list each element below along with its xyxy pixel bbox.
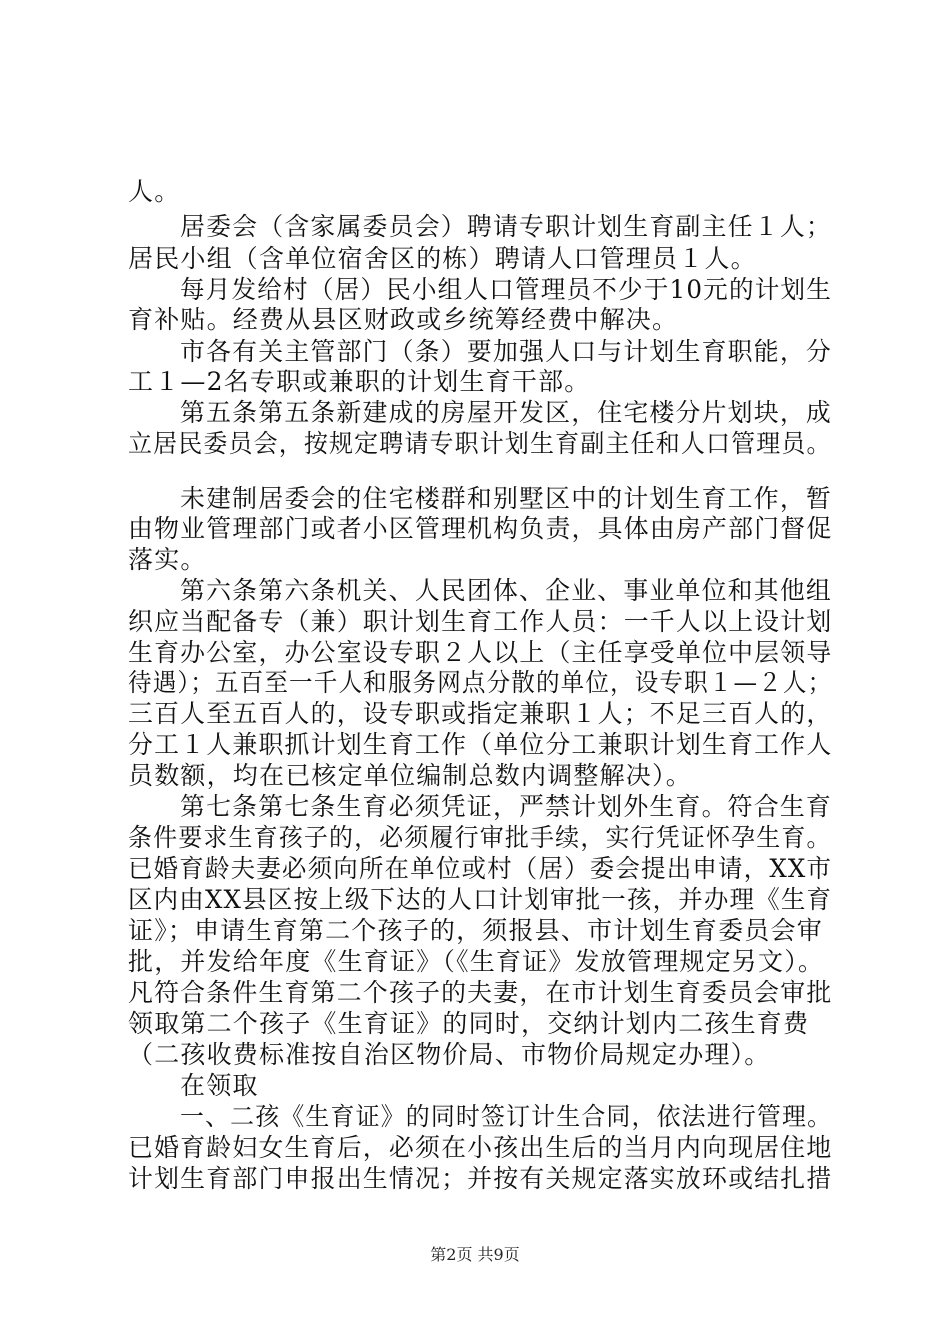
text-line: 凡符合条件生育第二个孩子的夫妻，在市计划生育委员会审批 — [128, 978, 833, 1007]
text-line: 第六条第六条机关、人民团体、企业、事业单位和其他组 — [180, 576, 833, 605]
text-line: 已婚育龄妇女生育后，必须在小孩出生后的当月内向现居住地 — [128, 1133, 833, 1162]
text-line: 证》；申请生育第二个孩子的，须报县、市计划生育委员会审 — [128, 916, 823, 945]
text-line: 已婚育龄夫妻必须向所在单位或村（居）委会提出申请，XX市 — [128, 854, 833, 883]
text-line: 区内由XX县区按上级下达的人口计划审批一孩，并办理《生育 — [128, 885, 833, 914]
text-line: 居民小组（含单位宿舍区的栋）聘请人口管理员１人。 — [128, 244, 757, 273]
page-number-footer: 第2页 共9页 — [430, 1245, 520, 1264]
text-line: （二孩收费标准按自治区物价局、市物价局规定办理）。 — [128, 1040, 771, 1069]
text-line: 织应当配备专（兼）职计划生育工作人员：一千人以上设计划 — [128, 607, 833, 636]
text-line: 分工１人兼职抓计划生育工作（单位分工兼职计划生育工作人 — [128, 730, 833, 759]
text-line: 待遇）；五百至一千人和服务网点分散的单位，设专职１—２人； — [128, 668, 833, 697]
text-line: 一、二孩《生育证》的同时签订计生合同，依法进行管理。 — [180, 1102, 833, 1131]
text-line: 由物业管理部门或者小区管理机构负责，具体由房产部门督促 — [128, 514, 833, 543]
text-line: 第七条第七条生育必须凭证，严禁计划外生育。符合生育 — [180, 792, 833, 821]
text-line: 第五条第五条新建成的房屋开发区，住宅楼分片划块，成 — [180, 398, 833, 427]
text-line: 三百人至五百人的，设专职或指定兼职１人；不足三百人的， — [128, 699, 833, 728]
text-line: 落实。 — [128, 545, 207, 574]
text-line: 员数额，均在已核定单位编制总数内调整解决）。 — [128, 761, 692, 790]
text-line: 条件要求生育孩子的，必须履行审批手续，实行凭证怀孕生育。 — [128, 823, 832, 852]
text-line: 立居民委员会，按规定聘请专职计划生育副主任和人口管理员。 — [128, 429, 832, 458]
text-line: 计划生育部门申报出生情况；并按有关规定落实放环或结扎措 — [128, 1164, 833, 1193]
text-line: 人。 — [128, 177, 181, 206]
text-line: 每月发给村（居）民小组人口管理员不少于10元的计划生 — [180, 275, 833, 304]
text-line: 未建制居委会的住宅楼群和别墅区中的计划生育工作，暂 — [180, 484, 833, 513]
text-line: 批，并发给年度《生育证》（《生育证》发放管理规定另文）。 — [128, 947, 825, 976]
text-line: 市各有关主管部门（条）要加强人口与计划生育职能，分 — [180, 337, 833, 366]
text-line: 工１—2名专职或兼职的计划生育干部。 — [128, 367, 591, 396]
text-line: 居委会（含家属委员会）聘请专职计划生育副主任１人； — [180, 212, 833, 241]
text-line: 在领取 — [180, 1071, 259, 1100]
text-line: 领取第二个孩子《生育证》的同时，交纳计划内二孩生育费 — [128, 1009, 810, 1038]
text-line: 生育办公室，办公室设专职２人以上（主任享受单位中层领导 — [128, 638, 833, 667]
text-line: 育补贴。经费从县区财政或乡统筹经费中解决。 — [128, 305, 679, 334]
